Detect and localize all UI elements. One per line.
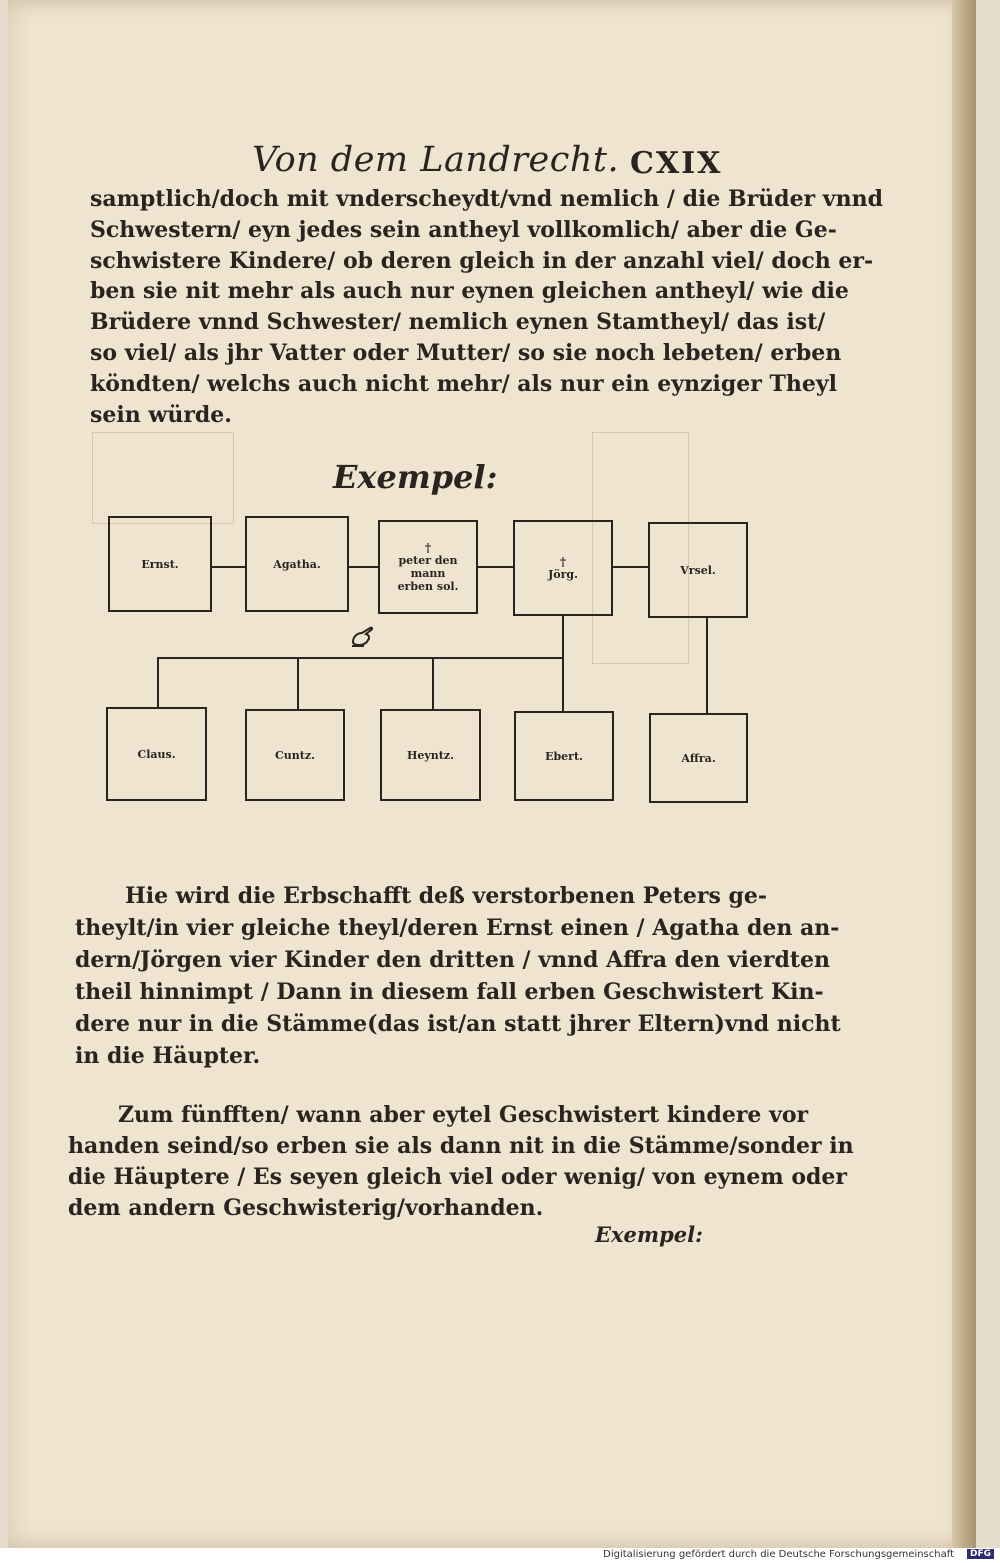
text-line: in die Häupter. (75, 1043, 261, 1069)
text-line: dere nur in die Stämme(das ist/an statt jhrer Eltern)vnd nicht (75, 1011, 841, 1037)
person-name-line: erben sol. (397, 579, 459, 593)
person-box-ernst (108, 516, 212, 612)
person-name: Cuntz. (275, 748, 315, 762)
person-box-vrsel (648, 522, 748, 618)
text-line: köndten/ welchs auch nicht mehr/ als nur ein eynziger Theyl (90, 370, 837, 397)
footer-credit: Digitalisierung gefördert durch die Deutsche Forschungsgemeinschaft (603, 1549, 954, 1560)
text-line: sein würde. (90, 401, 232, 428)
person-box-affra (649, 713, 748, 803)
person-box-cuntz (245, 709, 345, 801)
text-line: theylt/in vier gleiche theyl/deren Ernst einen / Agatha den an- (75, 915, 840, 941)
folio-number: CXIX (630, 146, 723, 181)
running-title: Von dem Landrecht. (252, 140, 620, 180)
paragraph-2 (75, 880, 841, 1072)
show-through-mark (92, 432, 234, 524)
text-line: theil hinnimpt / Dann in diesem fall erben Geschwistert Kin- (75, 979, 824, 1005)
person-name: Affra. (681, 751, 716, 765)
person-name: Claus. (137, 747, 176, 761)
person-name: Ebert. (545, 749, 583, 763)
person-name: Agatha. (273, 557, 321, 571)
dfg-logo: DFG (967, 1549, 994, 1559)
person-box-heyntz (380, 709, 481, 801)
person-name: Ernst. (141, 557, 179, 571)
text-line: handen seind/so erben sie als dann nit in die Stämme/sonder in (68, 1133, 854, 1159)
cross-symbol: † (424, 540, 432, 555)
text-line: so viel/ als jhr Vatter oder Mutter/ so sie noch lebeten/ erben (90, 339, 842, 366)
text-line: schwistere Kindere/ ob deren gleich in der anzahl viel/ doch er- (90, 247, 874, 274)
person-box-peter (378, 520, 478, 614)
exempel-heading: Exempel: (333, 458, 498, 496)
person-box-claus (106, 707, 207, 801)
text-line: ben sie nit mehr als auch nur eynen gleichen antheyl/ wie die (90, 278, 849, 305)
text-line: Brüdere vnnd Schwester/ nemlich eynen Stamtheyl/ das ist/ (90, 309, 826, 336)
person-name: Jörg. (548, 567, 578, 581)
text-line: Zum fünfften/ wann aber eytel Geschwistert kindere vor (118, 1102, 809, 1128)
text-line: die Häuptere / Es seyen gleich viel oder wenig/ von eynem oder (68, 1164, 847, 1190)
paragraph-1 (90, 184, 883, 430)
person-name-line: peter den mann (398, 553, 458, 580)
person-box-agatha (245, 516, 349, 612)
paragraph-3 (68, 1100, 854, 1224)
text-line: Hie wird die Erbschafft deß verstorbenen Peters ge- (125, 883, 767, 909)
person-box-joerg (513, 520, 613, 616)
cross-symbol: † (559, 554, 567, 569)
text-line: dern/Jörgen vier Kinder den dritten / vnnd Affra den vierdten (75, 947, 830, 973)
page-spine (952, 0, 976, 1548)
text-line: Schwestern/ eyn jedes sein antheyl vollkomlich/ aber die Ge- (90, 216, 837, 243)
footer-credit-bar (0, 1548, 1000, 1563)
catchword: Exempel: (595, 1222, 703, 1247)
person-name: Heyntz. (407, 748, 454, 762)
person-box-ebert (514, 711, 614, 801)
text-line: samptlich/doch mit vnderscheydt/vnd nemlich / die Brüder vnnd (90, 186, 883, 212)
text-line: dem andern Geschwisterig/vorhanden. (68, 1195, 544, 1221)
person-name: Vrsel. (680, 563, 716, 577)
